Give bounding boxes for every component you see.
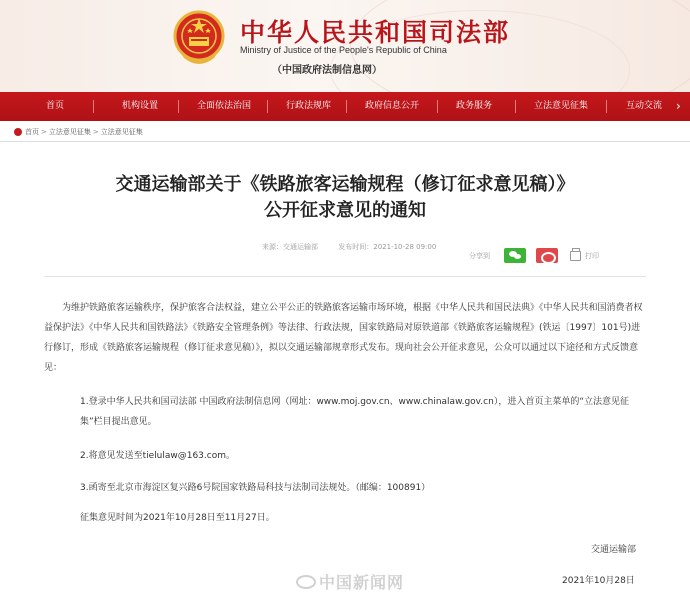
weibo-watermark-icon (296, 575, 316, 589)
watermark (296, 570, 404, 593)
nav-item-home[interactable]: 首页 (46, 101, 65, 111)
breadcrumb-separator: > (92, 128, 99, 136)
nav-item-regulations[interactable]: 行政法规库 (286, 101, 332, 111)
breadcrumb (14, 127, 143, 137)
nav-divider (267, 100, 268, 113)
nav-item-services[interactable]: 政务服务 (456, 101, 493, 111)
home-icon (14, 128, 22, 136)
signature-org: 交通运输部 (591, 545, 637, 555)
nav-divider (437, 100, 438, 113)
article-title-line: 公开征求意见的通知 (264, 200, 426, 221)
nav-item-information-disclosure[interactable]: 政府信息公开 (365, 101, 420, 111)
main-nav (0, 92, 690, 121)
breadcrumb-item[interactable]: 立法意见征集 (100, 128, 143, 136)
divider (0, 141, 690, 142)
signature-date: 2021年10月28日 (562, 576, 635, 586)
nav-item-organization[interactable]: 机构设置 (122, 101, 159, 111)
nav-divider (346, 100, 347, 113)
nav-divider (606, 100, 607, 113)
article-source: 来源：交通运输部 (262, 243, 318, 251)
nav-divider (93, 100, 94, 113)
chevron-right-icon[interactable]: › (676, 99, 681, 113)
divider (44, 276, 646, 277)
article-publish-time: 发布时间：2021-10-28 09:00 (338, 243, 437, 251)
site-title[interactable]: 中华人民共和国司法部 (240, 18, 511, 47)
watermark-text: 中国新闻网 (319, 573, 405, 592)
article-meta (262, 242, 454, 252)
site-subsite[interactable]: （中国政府法制信息网） (272, 65, 382, 76)
nav-item-rule-of-law[interactable]: 全面依法治国 (197, 101, 252, 111)
print-icon[interactable] (570, 251, 581, 261)
share-bar (469, 248, 599, 263)
article-paragraph: 征集意见时间为2021年10月28日至11月27日。 (80, 513, 275, 523)
breadcrumb-item[interactable]: 立法意见征集 (48, 128, 91, 136)
share-label: 分享到 (469, 251, 490, 260)
breadcrumb-home[interactable]: 首页 (25, 128, 39, 136)
article-title (0, 172, 690, 224)
nav-item-interaction[interactable]: 互动交流 (626, 101, 663, 111)
article-paragraph: 3.函寄至北京市海淀区复兴路6号院国家铁路局科技与法制司法规处。（邮编：100891） (80, 483, 431, 493)
wechat-share-icon[interactable] (504, 248, 526, 263)
weibo-share-icon[interactable] (536, 248, 558, 263)
article-title-line: 交通运输部关于《铁路旅客运输规程（修订征求意见稿）》 (115, 174, 575, 195)
nav-item-legislative-opinions[interactable]: 立法意见征集 (534, 101, 589, 111)
site-subtitle: Ministry of Justice of the People's Republic of China (240, 45, 447, 55)
article-paragraph: 为维护铁路旅客运输秩序，保护旅客合法权益，建立公平公正的铁路旅客运输市场环境，根据《中华人民共和国民法典》《中华人民共和国消费者权益保护法》《中华人民共和国铁路法》《铁路安全管理条例》等法律、行政法规，国家铁路局对原铁道部《铁路旅客运输规程》(铁运〔1997〕101号)进行修订，形成《铁路旅客运输规程（修订征求意见稿）》，拟以交通运输部规章形式发布。现向社会公开征求意见，公众可以通过以下途径和方式反馈意见： (44, 303, 643, 373)
site-header (0, 0, 690, 92)
print-button[interactable]: 打印 (585, 251, 599, 260)
national-emblem-icon[interactable] (170, 8, 228, 72)
breadcrumb-separator: > (41, 128, 47, 136)
article-paragraph: 1.登录中华人民共和国司法部 中国政府法制信息网（网址：www.moj.gov.cn、www.chinalaw.gov.cn），进入首页主菜单的“立法意见征集”栏目提出意见。 (80, 397, 629, 427)
article-paragraph: 2.将意见发送至tielulaw@163.com。 (80, 451, 235, 461)
nav-divider (178, 100, 179, 113)
nav-divider (515, 100, 516, 113)
